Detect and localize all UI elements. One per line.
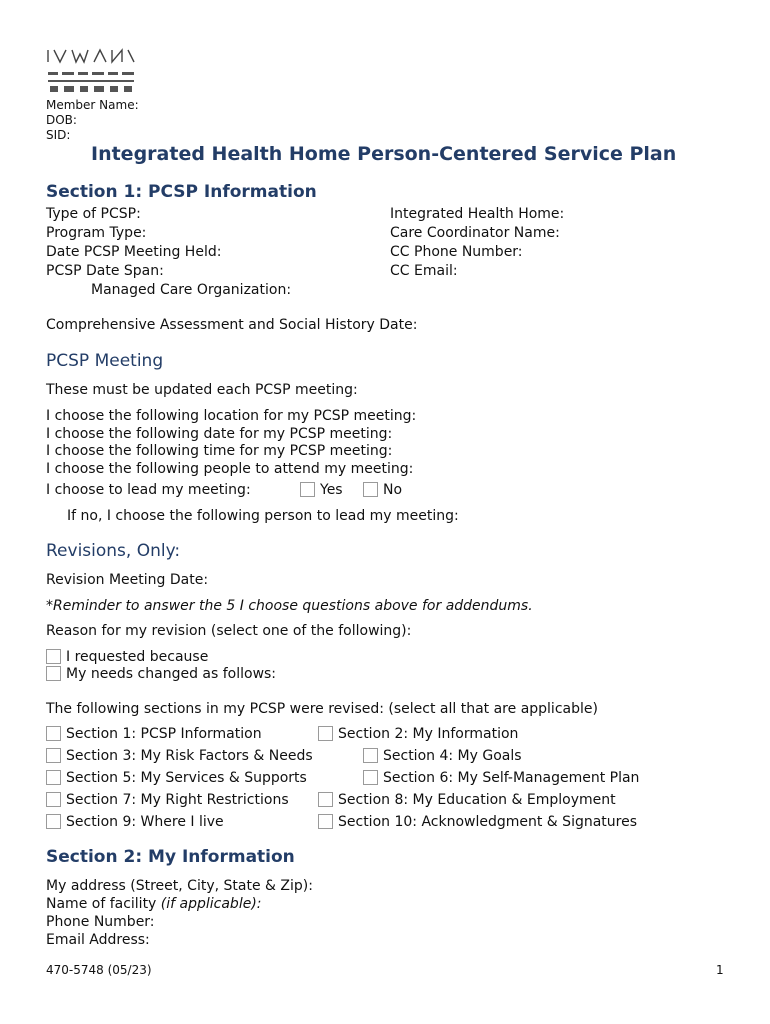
facility-note: (if applicable): bbox=[160, 896, 262, 912]
revised-section-9-checkbox[interactable] bbox=[46, 814, 61, 829]
revised-section-3-label: Section 3: My Risk Factors & Needs bbox=[66, 748, 313, 764]
assessment-date-label: Comprehensive Assessment and Social History Date: bbox=[46, 317, 418, 333]
revised-section-7[interactable] bbox=[46, 791, 289, 809]
revised-section-2-label: Section 2: My Information bbox=[338, 726, 519, 742]
lead-yes-checkbox[interactable] bbox=[300, 482, 315, 497]
care-coordinator-label: Care Coordinator Name: bbox=[390, 225, 560, 241]
revised-section-7-label: Section 7: My Right Restrictions bbox=[66, 792, 289, 808]
reason-requested-label: I requested because bbox=[66, 649, 209, 665]
revised-section-7-checkbox[interactable] bbox=[46, 792, 61, 807]
choice-location: I choose the following location for my PCSP meeting: bbox=[46, 408, 417, 424]
date-span-label: PCSP Date Span: bbox=[46, 263, 164, 279]
revised-section-6-label: Section 6: My Self-Management Plan bbox=[383, 770, 640, 786]
type-of-pcsp-label: Type of PCSP: bbox=[46, 206, 141, 222]
revision-reason-label: Reason for my revision (select one of the following): bbox=[46, 623, 412, 639]
pcsp-choices bbox=[46, 408, 416, 478]
member-name-label: Member Name: bbox=[46, 98, 139, 112]
email-label: Email Address: bbox=[46, 932, 150, 948]
revised-section-4[interactable] bbox=[363, 747, 522, 765]
lead-yes-label: Yes bbox=[320, 482, 343, 498]
revised-sections-label: The following sections in my PCSP were revised: (select all that are applicable) bbox=[46, 701, 598, 717]
revised-section-10-checkbox[interactable] bbox=[318, 814, 333, 829]
agency-logo bbox=[46, 44, 138, 96]
address-label: My address (Street, City, State & Zip): bbox=[46, 878, 313, 894]
revised-section-1-checkbox[interactable] bbox=[46, 726, 61, 741]
meeting-held-date-label: Date PCSP Meeting Held: bbox=[46, 244, 222, 260]
revision-reminder: *Reminder to answer the 5 I choose questions above for addendums. bbox=[46, 598, 533, 614]
lead-no-checkbox[interactable] bbox=[363, 482, 378, 497]
cc-email-label: CC Email: bbox=[390, 263, 458, 279]
section1-heading: Section 1: PCSP Information bbox=[46, 182, 317, 202]
revisions-heading: Revisions, Only: bbox=[46, 541, 181, 561]
revised-section-8-label: Section 8: My Education & Employment bbox=[338, 792, 616, 808]
dob-label: DOB: bbox=[46, 113, 77, 127]
revised-section-4-checkbox[interactable] bbox=[363, 748, 378, 763]
revision-date-label: Revision Meeting Date: bbox=[46, 572, 209, 588]
revised-section-3-checkbox[interactable] bbox=[46, 748, 61, 763]
revised-section-9[interactable] bbox=[46, 813, 224, 831]
revised-section-10-label: Section 10: Acknowledgment & Signatures bbox=[338, 814, 638, 830]
revised-section-8-checkbox[interactable] bbox=[318, 792, 333, 807]
pcsp-meeting-intro: These must be updated each PCSP meeting: bbox=[46, 382, 358, 398]
reason-needs-changed-option[interactable] bbox=[46, 665, 276, 683]
sid-label: SID: bbox=[46, 128, 71, 142]
revised-section-10[interactable] bbox=[318, 813, 637, 831]
revised-section-6-checkbox[interactable] bbox=[363, 770, 378, 785]
program-type-label: Program Type: bbox=[46, 225, 147, 241]
form-number: 470-5748 (05/23) bbox=[46, 963, 152, 977]
revised-section-2-checkbox[interactable] bbox=[318, 726, 333, 741]
facility-label: Name of facility bbox=[46, 896, 161, 912]
page-number: 1 bbox=[716, 963, 724, 977]
pcsp-meeting-heading: PCSP Meeting bbox=[46, 351, 164, 371]
choice-date: I choose the following date for my PCSP meeting: bbox=[46, 425, 393, 442]
revised-section-5-label: Section 5: My Services & Supports bbox=[66, 770, 307, 786]
facility-row bbox=[46, 895, 262, 913]
cc-phone-label: CC Phone Number: bbox=[390, 244, 523, 260]
mco-label: Managed Care Organization: bbox=[91, 282, 292, 298]
reason-needs-changed-label: My needs changed as follows: bbox=[66, 666, 277, 682]
lead-meeting-label: I choose to lead my meeting: bbox=[46, 482, 251, 498]
reason-requested-option[interactable] bbox=[46, 648, 208, 666]
lead-no-option[interactable] bbox=[363, 481, 402, 499]
revised-section-3[interactable] bbox=[46, 747, 313, 765]
revised-section-2[interactable] bbox=[318, 725, 518, 743]
phone-label: Phone Number: bbox=[46, 914, 155, 930]
logo-graphic bbox=[46, 44, 138, 96]
reason-requested-checkbox[interactable] bbox=[46, 649, 61, 664]
reason-needs-changed-checkbox[interactable] bbox=[46, 666, 61, 681]
if-no-lead-label: If no, I choose the following person to lead my meeting: bbox=[67, 508, 459, 524]
lead-no-label: No bbox=[383, 482, 403, 498]
section2-heading: Section 2: My Information bbox=[46, 847, 295, 867]
lead-meeting-row bbox=[46, 481, 251, 499]
revised-section-8[interactable] bbox=[318, 791, 616, 809]
choice-people: I choose the following people to attend my meeting: bbox=[46, 460, 414, 477]
choice-time: I choose the following time for my PCSP meeting: bbox=[46, 443, 393, 459]
revised-section-5-checkbox[interactable] bbox=[46, 770, 61, 785]
page-title: Integrated Health Home Person-Centered Service Plan bbox=[91, 143, 677, 165]
revised-section-1-label: Section 1: PCSP Information bbox=[66, 726, 262, 742]
revised-section-5[interactable] bbox=[46, 769, 307, 787]
revised-section-9-label: Section 9: Where I live bbox=[66, 814, 224, 830]
revised-section-6[interactable] bbox=[363, 769, 639, 787]
lead-yes-option[interactable] bbox=[300, 481, 343, 499]
health-home-label: Integrated Health Home: bbox=[390, 206, 565, 222]
revised-section-4-label: Section 4: My Goals bbox=[383, 748, 522, 764]
revised-section-1[interactable] bbox=[46, 725, 262, 743]
